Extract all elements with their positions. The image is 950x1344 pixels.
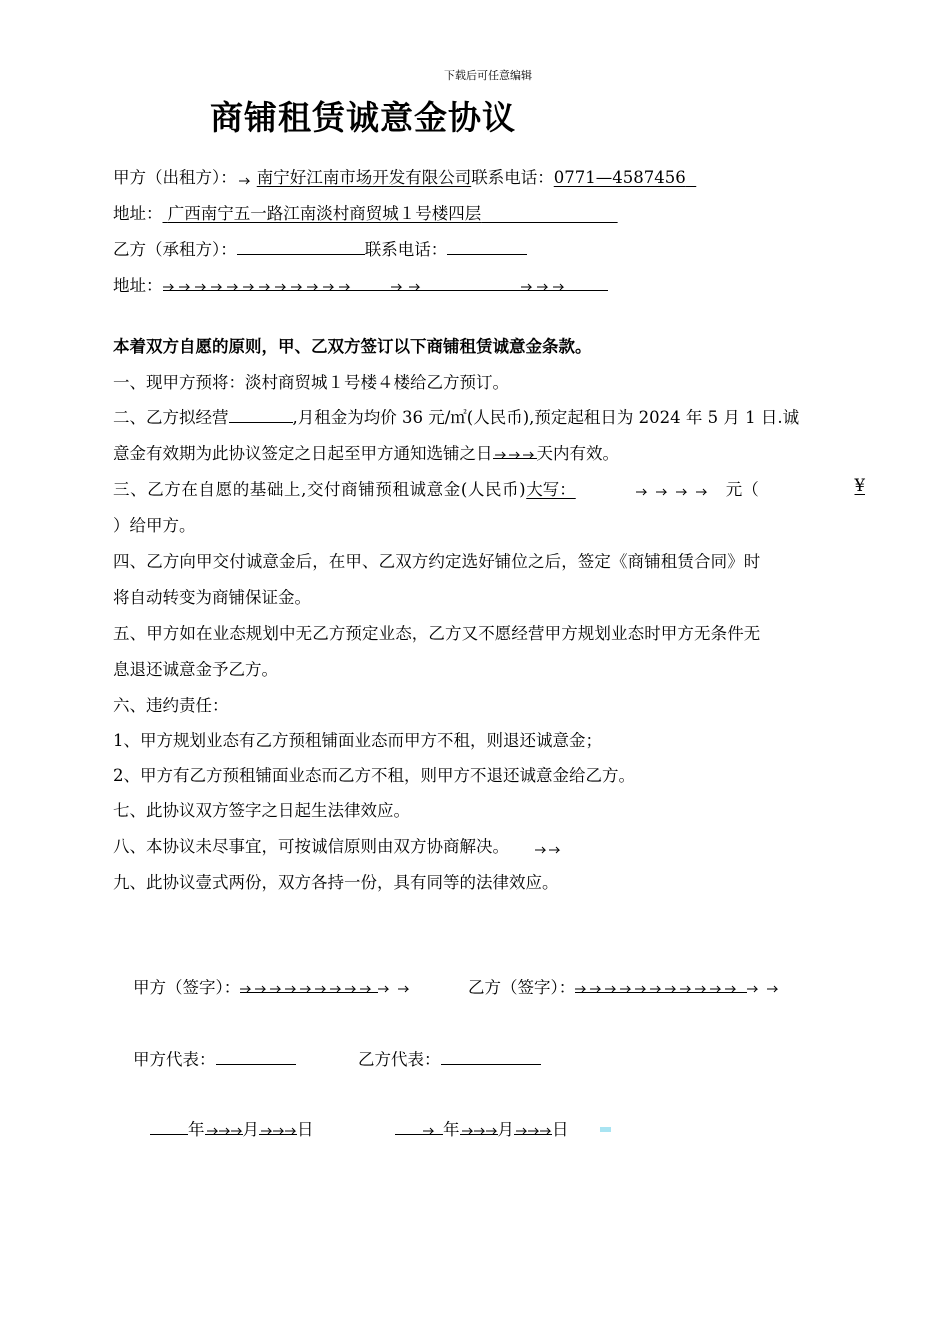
- clause-2-line-1: [113, 404, 799, 428]
- party-b-address-blank[interactable]: [163, 276, 608, 291]
- party-b-year-blank[interactable]: [395, 1120, 443, 1135]
- clause-2b-text-cont: 天内有效。: [536, 444, 619, 463]
- arrow-icon: [240, 983, 420, 995]
- document-title: 商铺租赁诚意金协议: [210, 98, 516, 137]
- party-a-rep: [133, 1046, 296, 1070]
- clause-2-text-cont: ,月租金为均价 36 元/㎡(人民币),预定起租日为 2024 年 5 月 1 日.诚: [292, 408, 800, 427]
- party-a-name[interactable]: 南宁好江南市场开发有限公司: [237, 168, 472, 187]
- clause-6-2: 2、甲方有乙方预租铺面业态而乙方不租，则甲方不退还诚意金给乙方。: [113, 766, 635, 785]
- clause-5-line-1: 五、甲方如在业态规划中无乙方预定业态，乙方又不愿经营甲方规划业态时甲方无条件无: [113, 624, 761, 643]
- party-b-sign-label: 乙方（签字）：: [468, 978, 576, 997]
- party-a-address-line: [113, 200, 618, 224]
- party-b-sign-blank[interactable]: [575, 978, 747, 993]
- clause-8-line: [113, 833, 569, 857]
- party-a-line: [113, 164, 696, 188]
- arrow-icon: [395, 1125, 443, 1137]
- month-label: 月: [242, 1120, 259, 1139]
- arrow-icon: [237, 171, 257, 183]
- party-a-address-label: 地址：: [113, 204, 163, 223]
- party-a-year-blank[interactable]: [150, 1120, 188, 1135]
- party-a-phone-label: 联系电话：: [471, 168, 554, 187]
- arrow-icon: [576, 486, 726, 498]
- arrow-icon: [493, 449, 537, 461]
- clause-9: 九、此协议壹式两份，双方各持一份，具有同等的法律效应。: [113, 873, 559, 892]
- party-b-month-blank[interactable]: [460, 1120, 498, 1135]
- clause-4-line-2: 将自动转变为商铺保证金。: [113, 588, 311, 607]
- clause-2-text: 二、乙方拟经营: [113, 408, 229, 427]
- text-cursor-marker: [600, 1127, 611, 1132]
- party-b-phone-blank[interactable]: [447, 240, 527, 255]
- yen-symbol: ¥: [854, 476, 865, 495]
- header-note: 下载后可任意编辑: [444, 69, 532, 82]
- arrow-icon: [575, 983, 790, 995]
- arrow-icon: [163, 281, 608, 293]
- party-b-date: [395, 1116, 569, 1140]
- arrow-icon: [205, 1125, 243, 1137]
- arrow-icon: [509, 840, 569, 852]
- party-b-label: 乙方（承租方）：: [113, 240, 237, 259]
- clause-5-line-2: 息退还诚意金予乙方。: [113, 660, 278, 679]
- party-a-day-blank[interactable]: [259, 1120, 297, 1135]
- party-b-rep: [358, 1046, 541, 1070]
- party-a-month-blank[interactable]: [205, 1120, 243, 1135]
- party-a-rep-blank[interactable]: [216, 1050, 296, 1065]
- clause-3-line-1: [113, 476, 865, 500]
- arrow-icon: [514, 1125, 552, 1137]
- party-b-address-line: [113, 272, 608, 296]
- party-b-name-blank[interactable]: [237, 240, 365, 255]
- party-b-rep-blank[interactable]: [441, 1050, 541, 1065]
- clause-1: 一、现甲方预将：淡村商贸城１号楼４楼给乙方预订。: [113, 373, 509, 392]
- amount-words-field[interactable]: 大写：: [526, 480, 726, 499]
- party-b-day-blank[interactable]: [514, 1120, 552, 1135]
- arrow-icon: [259, 1125, 297, 1137]
- party-a-sign-blank[interactable]: [240, 978, 378, 993]
- party-a-rep-label: 甲方代表：: [133, 1050, 216, 1069]
- business-type-blank[interactable]: [229, 408, 293, 423]
- intro-text: 本着双方自愿的原则，甲、乙双方签订以下商铺租赁诚意金条款。: [113, 337, 592, 356]
- party-a-phone[interactable]: 0771—4587456: [553, 168, 686, 187]
- clause-3-yuan: 元（: [725, 480, 759, 499]
- party-a-sign-label: 甲方（签字）：: [133, 978, 241, 997]
- month-label: 月: [497, 1120, 514, 1139]
- clause-2b-text: 意金有效期为此协议签定之日起至甲方通知选铺之日: [113, 444, 493, 463]
- clause-7: 七、此协议双方签字之日起生法律效应。: [113, 801, 410, 820]
- clause-8: 八、本协议未尽事宜，可按诚信原则由双方协商解决。: [113, 837, 509, 856]
- party-b-rep-label: 乙方代表：: [358, 1050, 441, 1069]
- clause-2-line-2: [113, 440, 619, 464]
- party-b-phone-label: 联系电话：: [364, 240, 448, 259]
- party-b-address-label: 地址：: [113, 276, 163, 295]
- year-label: 年: [443, 1120, 460, 1139]
- party-b-signature: [468, 974, 747, 998]
- year-label: 年: [188, 1120, 205, 1139]
- clause-4-line-1: 四、乙方向甲交付诚意金后，在甲、乙双方约定选好铺位之后，签定《商铺租赁合同》时: [113, 552, 761, 571]
- day-label: 日: [552, 1120, 569, 1139]
- party-a-label: 甲方（出租方）：: [113, 168, 237, 187]
- clause-6: 六、违约责任：: [113, 696, 229, 715]
- day-label: 日: [297, 1120, 314, 1139]
- clause-3-line-2: ）给甲方。: [113, 516, 196, 535]
- clause-6-1: 1、甲方规划业态有乙方预租铺面业态而甲方不租，则退还诚意金；: [113, 731, 602, 750]
- arrow-icon: [460, 1125, 498, 1137]
- party-a-address[interactable]: 广西南宁五一路江南淡村商贸城１号楼四层: [167, 204, 482, 223]
- days-blank[interactable]: [493, 444, 537, 459]
- clause-3-text: 三、乙方在自愿的基础上,交付商铺预租诚意金(人民币): [113, 480, 527, 499]
- party-a-signature: [133, 974, 378, 998]
- party-a-date: [150, 1116, 314, 1140]
- party-b-line: [113, 236, 527, 260]
